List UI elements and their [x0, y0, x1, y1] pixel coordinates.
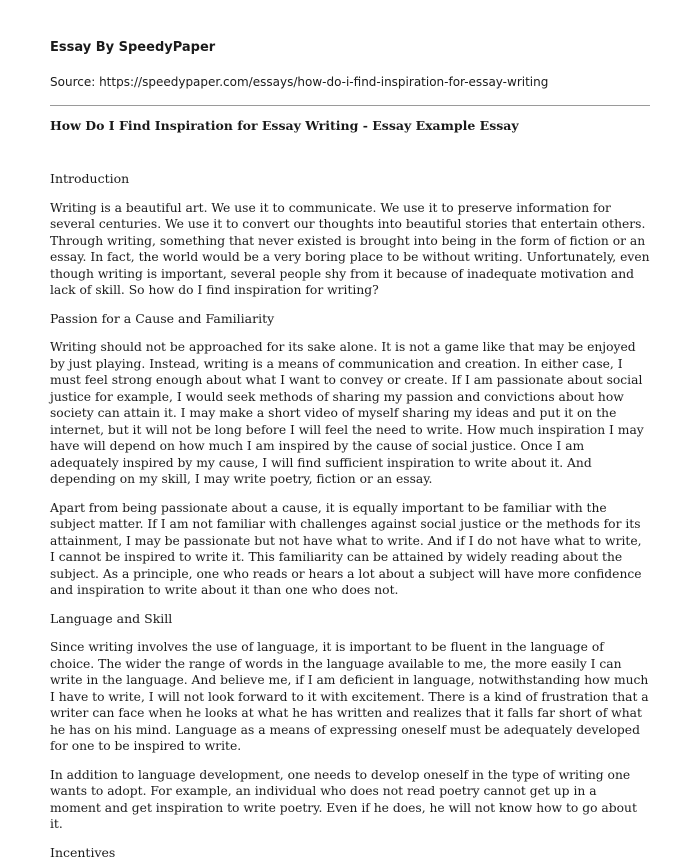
section-heading: Passion for a Cause and Familiarity: [50, 311, 650, 328]
section-heading: Introduction: [50, 171, 650, 188]
paragraph: Writing is a beautiful art. We use it to communicate. We use it to preserve information for several centuries. We use it to convert our thoughts into beautiful stories that entertain others. Through writing, something that never existed is brought into being in the form of fiction or an essay. In fact, the world would be a very boring place to be without writing. Unfortunately, even though writing is important, several people shy from it because of inadequate motivation and lack of skill. So how do I find inspiration for writing?: [50, 200, 650, 299]
paragraph: Apart from being passionate about a cause, it is equally important to be familiar with the subject matter. If I am not familiar with challenges against social justice or the methods for its attainment, I may be passionate but not have what to write. And if I do not have what to write, I cannot be inspired to write it. This familiarity can be attained by widely reading about the subject. As a principle, one who reads or hears a lot about a subject will have more confidence and inspiration to write about it than one who does not.: [50, 500, 650, 599]
section-heading: Language and Skill: [50, 611, 650, 628]
divider: [50, 105, 650, 106]
essay-body: [50, 171, 650, 861]
paragraph: Since writing involves the use of language, it is important to be fluent in the language of choice. The wider the range of words in the language available to me, the more easily I can write in the language. And believe me, if I am deficient in language, notwithstanding how much I have to write, I will not look forward to it with excitement. There is a kind of frustration that a writer can face when he looks at what he has written and realizes that it falls far short of what he has on his mind. Language as a means of expressing oneself must be adequately developed for one to be inspired to write.: [50, 639, 650, 755]
brand-title: Essay By SpeedyPaper: [50, 40, 650, 55]
section-heading: Incentives: [50, 845, 650, 861]
source-line: Source: https://speedypaper.com/essays/how-do-i-find-inspiration-for-essay-writing: [50, 75, 650, 89]
paragraph: Writing should not be approached for its sake alone. It is not a game like that may be enjoyed by just playing. Instead, writing is a means of communication and creation. In either case, I must feel strong enough about what I want to convey or create. If I am passionate about social justice for example, I would seek methods of sharing my passion and convictions about how society can attain it. I may make a short video of myself sharing my ideas and put it on the internet, but it will not be long before I will feel the need to write. How much inspiration I may have will depend on how much I am inspired by the cause of social justice. Once I am adequately inspired by my cause, I will find sufficient inspiration to write about it. And depending on my skill, I may write poetry, fiction or an essay.: [50, 339, 650, 488]
essay-title: How Do I Find Inspiration for Essay Writing - Essay Example Essay: [50, 118, 650, 133]
paragraph: In addition to language development, one needs to develop oneself in the type of writing one wants to adopt. For example, an individual who does not read poetry cannot get up in a moment and get inspiration to write poetry. Even if he does, he will not know how to go about it.: [50, 767, 650, 833]
